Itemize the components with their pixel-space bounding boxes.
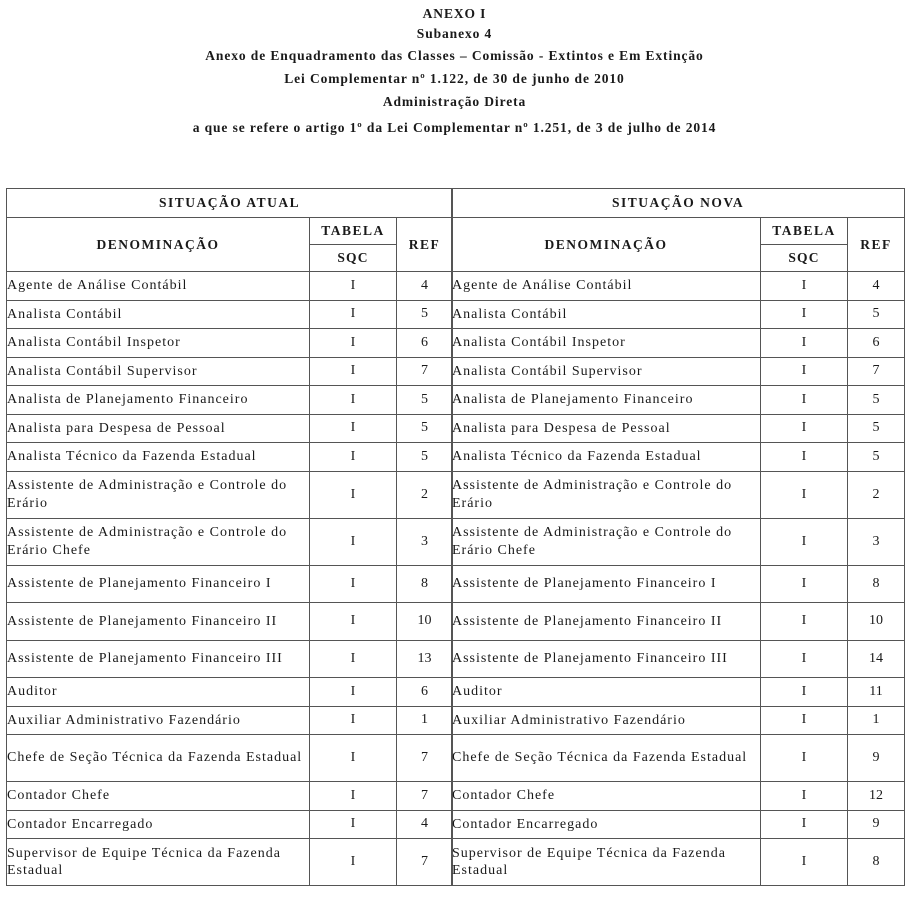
sqc-cell: I xyxy=(761,640,848,678)
denominacao-cell: Chefe de Seção Técnica da Fazenda Estadual xyxy=(7,735,310,782)
ref-cell: 5 xyxy=(848,414,905,443)
ref-cell: 1 xyxy=(397,706,453,735)
column-header-tabela: TABELA xyxy=(761,218,848,245)
ref-cell: 4 xyxy=(397,810,453,839)
table-row xyxy=(7,272,453,301)
ref-cell: 5 xyxy=(397,443,453,472)
denominacao-cell: Analista Contábil Inspetor xyxy=(7,329,310,358)
ref-cell: 5 xyxy=(848,300,905,329)
sqc-cell: I xyxy=(310,565,397,603)
ref-cell: 6 xyxy=(848,329,905,358)
table-row xyxy=(452,706,905,735)
table-row xyxy=(7,443,453,472)
sqc-cell: I xyxy=(761,518,848,565)
denominacao-cell: Agente de Análise Contábil xyxy=(452,272,761,301)
denominacao-cell: Auxiliar Administrativo Fazendário xyxy=(7,706,310,735)
denominacao-cell: Auditor xyxy=(452,678,761,707)
column-header-ref: REF xyxy=(848,218,905,272)
sqc-cell: I xyxy=(310,471,397,518)
article-reference: a que se refere o artigo 1º da Lei Complementar nº 1.251, de 3 de julho de 2014 xyxy=(192,120,717,135)
table-row xyxy=(452,386,905,415)
ref-cell: 1 xyxy=(848,706,905,735)
ref-cell: 12 xyxy=(848,782,905,811)
denominacao-cell: Assistente de Planejamento Financeiro I xyxy=(7,565,310,603)
denominacao-cell: Assistente de Administração e Controle do Erário xyxy=(7,471,310,518)
ref-cell: 10 xyxy=(397,603,453,641)
ref-cell: 4 xyxy=(848,272,905,301)
sqc-cell: I xyxy=(310,678,397,707)
table-situacao-nova xyxy=(451,188,905,886)
subannex-title: Subanexo 4 xyxy=(416,26,493,41)
table-row xyxy=(452,678,905,707)
denominacao-cell: Assistente de Planejamento Financeiro I xyxy=(452,565,761,603)
sqc-cell: I xyxy=(310,735,397,782)
sqc-cell: I xyxy=(761,839,848,886)
denominacao-cell: Assistente de Planejamento Financeiro III xyxy=(452,640,761,678)
ref-cell: 7 xyxy=(397,782,453,811)
sqc-cell: I xyxy=(761,357,848,386)
column-header-ref: REF xyxy=(397,218,453,272)
ref-cell: 10 xyxy=(848,603,905,641)
ref-cell: 8 xyxy=(397,565,453,603)
ref-cell: 6 xyxy=(397,678,453,707)
table-row xyxy=(7,782,453,811)
denominacao-cell: Assistente de Administração e Controle do Erário xyxy=(452,471,761,518)
table-row xyxy=(452,471,905,518)
sqc-cell: I xyxy=(761,603,848,641)
denominacao-cell: Analista Contábil xyxy=(7,300,310,329)
table-row xyxy=(452,518,905,565)
ref-cell: 9 xyxy=(848,810,905,839)
table-row xyxy=(7,300,453,329)
ref-cell: 11 xyxy=(848,678,905,707)
ref-cell: 5 xyxy=(397,300,453,329)
column-header-denominacao: DENOMINAÇÃO xyxy=(452,218,761,272)
sqc-cell: I xyxy=(310,272,397,301)
table-row xyxy=(452,300,905,329)
table-row xyxy=(452,565,905,603)
table-row xyxy=(452,735,905,782)
ref-cell: 4 xyxy=(397,272,453,301)
table-row xyxy=(452,603,905,641)
ref-cell: 7 xyxy=(397,735,453,782)
table-row xyxy=(452,810,905,839)
denominacao-cell: Analista de Planejamento Financeiro xyxy=(452,386,761,415)
sqc-cell: I xyxy=(761,565,848,603)
table-body-nova xyxy=(452,272,905,886)
column-header-tabela: TABELA xyxy=(310,218,397,245)
ref-cell: 8 xyxy=(848,839,905,886)
table-row xyxy=(452,329,905,358)
table-row xyxy=(452,357,905,386)
sqc-cell: I xyxy=(761,272,848,301)
table-row xyxy=(452,640,905,678)
table-row xyxy=(7,414,453,443)
table-row xyxy=(7,329,453,358)
table-row xyxy=(7,839,453,886)
annex-subject: Anexo de Enquadramento das Classes – Comissão - Extintos e Em Extinção xyxy=(205,48,704,63)
denominacao-cell: Assistente de Administração e Controle do Erário Chefe xyxy=(7,518,310,565)
law-reference: Lei Complementar nº 1.122, de 30 de junho de 2010 xyxy=(284,71,625,86)
ref-cell: 2 xyxy=(397,471,453,518)
sqc-cell: I xyxy=(310,414,397,443)
denominacao-cell: Assistente de Planejamento Financeiro II xyxy=(452,603,761,641)
sqc-cell: I xyxy=(310,603,397,641)
ref-cell: 7 xyxy=(397,839,453,886)
ref-cell: 3 xyxy=(848,518,905,565)
denominacao-cell: Assistente de Administração e Controle do Erário Chefe xyxy=(452,518,761,565)
sqc-cell: I xyxy=(761,329,848,358)
denominacao-cell: Contador Chefe xyxy=(452,782,761,811)
ref-cell: 9 xyxy=(848,735,905,782)
denominacao-cell: Supervisor de Equipe Técnica da Fazenda Estadual xyxy=(452,839,761,886)
sqc-cell: I xyxy=(310,839,397,886)
sqc-cell: I xyxy=(761,471,848,518)
sqc-cell: I xyxy=(761,735,848,782)
denominacao-cell: Analista Técnico da Fazenda Estadual xyxy=(452,443,761,472)
denominacao-cell: Contador Encarregado xyxy=(7,810,310,839)
table-row xyxy=(452,414,905,443)
denominacao-cell: Analista Técnico da Fazenda Estadual xyxy=(7,443,310,472)
sqc-cell: I xyxy=(761,443,848,472)
sqc-cell: I xyxy=(310,329,397,358)
denominacao-cell: Contador Encarregado xyxy=(452,810,761,839)
sqc-cell: I xyxy=(310,706,397,735)
table-row xyxy=(7,565,453,603)
ref-cell: 7 xyxy=(848,357,905,386)
denominacao-cell: Analista Contábil Supervisor xyxy=(452,357,761,386)
column-header-denominacao: DENOMINAÇÃO xyxy=(7,218,310,272)
denominacao-cell: Chefe de Seção Técnica da Fazenda Estadual xyxy=(452,735,761,782)
sqc-cell: I xyxy=(761,414,848,443)
sqc-cell: I xyxy=(310,810,397,839)
annex-title: ANEXO I xyxy=(422,6,487,21)
sqc-cell: I xyxy=(310,357,397,386)
table-row xyxy=(7,518,453,565)
denominacao-cell: Auxiliar Administrativo Fazendário xyxy=(452,706,761,735)
sqc-cell: I xyxy=(761,810,848,839)
table-row xyxy=(7,706,453,735)
table-row xyxy=(7,471,453,518)
ref-cell: 8 xyxy=(848,565,905,603)
denominacao-cell: Contador Chefe xyxy=(7,782,310,811)
table-row xyxy=(7,640,453,678)
sqc-cell: I xyxy=(310,782,397,811)
sqc-cell: I xyxy=(761,706,848,735)
sqc-cell: I xyxy=(761,300,848,329)
section-title-atual: SITUAÇÃO ATUAL xyxy=(7,189,453,218)
ref-cell: 2 xyxy=(848,471,905,518)
table-situacao-atual xyxy=(6,188,453,886)
sqc-cell: I xyxy=(310,518,397,565)
table-row xyxy=(7,678,453,707)
denominacao-cell: Analista para Despesa de Pessoal xyxy=(7,414,310,443)
ref-cell: 5 xyxy=(848,443,905,472)
ref-cell: 5 xyxy=(848,386,905,415)
denominacao-cell: Supervisor de Equipe Técnica da Fazenda Estadual xyxy=(7,839,310,886)
sqc-cell: I xyxy=(310,640,397,678)
table-row xyxy=(452,839,905,886)
ref-cell: 5 xyxy=(397,386,453,415)
denominacao-cell: Analista Contábil Supervisor xyxy=(7,357,310,386)
sqc-cell: I xyxy=(310,443,397,472)
denominacao-cell: Assistente de Planejamento Financeiro III xyxy=(7,640,310,678)
ref-cell: 14 xyxy=(848,640,905,678)
ref-cell: 13 xyxy=(397,640,453,678)
denominacao-cell: Analista para Despesa de Pessoal xyxy=(452,414,761,443)
column-header-sqc: SQC xyxy=(761,245,848,272)
table-row xyxy=(7,603,453,641)
table-row xyxy=(7,357,453,386)
table-body-atual xyxy=(7,272,453,886)
administration-type: Administração Direta xyxy=(382,94,527,109)
table-row xyxy=(452,272,905,301)
denominacao-cell: Auditor xyxy=(7,678,310,707)
denominacao-cell: Analista Contábil xyxy=(452,300,761,329)
table-row xyxy=(452,443,905,472)
sqc-cell: I xyxy=(310,300,397,329)
column-header-sqc: SQC xyxy=(310,245,397,272)
ref-cell: 7 xyxy=(397,357,453,386)
sqc-cell: I xyxy=(310,386,397,415)
sqc-cell: I xyxy=(761,782,848,811)
ref-cell: 6 xyxy=(397,329,453,358)
ref-cell: 3 xyxy=(397,518,453,565)
section-title-nova: SITUAÇÃO NOVA xyxy=(452,189,905,218)
denominacao-cell: Analista Contábil Inspetor xyxy=(452,329,761,358)
sqc-cell: I xyxy=(761,678,848,707)
denominacao-cell: Analista de Planejamento Financeiro xyxy=(7,386,310,415)
ref-cell: 5 xyxy=(397,414,453,443)
sqc-cell: I xyxy=(761,386,848,415)
document-header xyxy=(0,4,909,139)
table-row xyxy=(7,386,453,415)
table-row xyxy=(452,782,905,811)
denominacao-cell: Agente de Análise Contábil xyxy=(7,272,310,301)
table-row xyxy=(7,810,453,839)
table-row xyxy=(7,735,453,782)
denominacao-cell: Assistente de Planejamento Financeiro II xyxy=(7,603,310,641)
